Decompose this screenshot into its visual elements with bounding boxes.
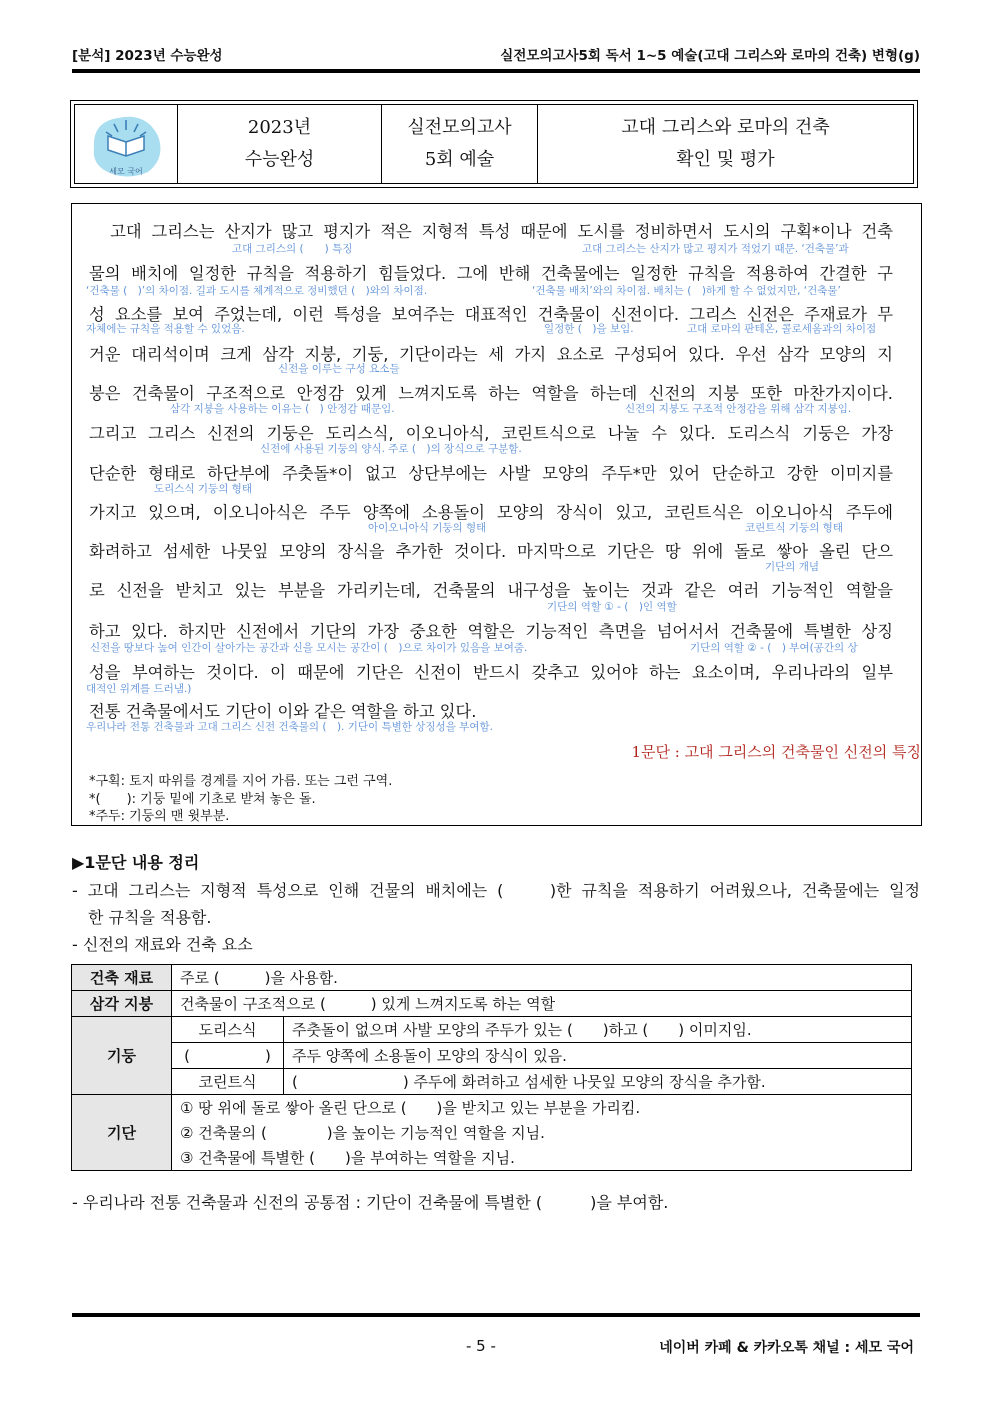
table-row	[72, 991, 912, 1017]
annotation: 기단의 개념	[765, 561, 820, 573]
passage-line: 그리고 그리스 신전의 기둥은 도리스식, 이오니아식, 코린트식으로 나눌 수 있다. 도리스식 기둥은 가장	[89, 424, 893, 443]
page-number: - 5 -	[466, 1337, 496, 1355]
book-logo-icon	[84, 106, 168, 182]
annotation: 신전을 땅보다 높여 인간이 살아가는 공간과 신을 모시는 공간이 ( )으로 차이가 있음을 보여줌.	[90, 642, 528, 654]
title-book: 수능완성	[244, 149, 315, 170]
header-rule	[72, 69, 920, 73]
passage-line: 붕은 건축물이 구조적으로 안정감 있게 느껴지도록 하는 역할을 하는데 신전의 지붕 또한 마찬가지이다.	[89, 384, 893, 403]
ionic-text: 주두 양쪽에 소용돌이 모양의 장식이 있음.	[284, 1043, 912, 1069]
base-label: 기단	[72, 1095, 172, 1171]
doric-label: 도리스식	[172, 1017, 284, 1043]
annotation: 신전의 지붕도 구조적 안정감을 위해 삼각 지붕임.	[625, 403, 852, 415]
passage-line: 가지고 있으며, 이오니아식은 주두 양쪽에 소용돌이 모양의 장식이 있고, 코린트식은 이오니아식 주두에	[89, 503, 893, 522]
annotation: ‘건축물 ( )’의 차이점. 길과 도시를 체계적으로 정비했던 ( )와의 차이점.	[86, 285, 428, 297]
review-bullet: - 신전의 재료와 건축 요소	[72, 935, 253, 954]
doric-text: 주춧돌이 없으며 사발 모양의 주두가 있는 ( )하고 ( ) 이미지임.	[284, 1017, 912, 1043]
passage-line: 단순한 형태로 하단부에 주춧돌*이 없고 상단부에는 사발 모양의 주두*만 있어 단순하고 강한 이미지를	[89, 464, 893, 483]
passage-box	[71, 203, 922, 826]
review-bullet: - 우리나라 전통 건축물과 신전의 공통점 : 기단이 건축물에 특별한 ( )을 부여함.	[72, 1193, 669, 1212]
footnote: *구획: 토지 따위를 경계를 지어 가름. 또는 그런 구역.	[89, 774, 393, 789]
annotation: 자체에는 규칙을 적용할 수 있었음.	[86, 323, 245, 335]
annotation: 일정한 ( )을 보임.	[544, 323, 634, 335]
annotation: 대적인 위계를 드러냄.)	[86, 683, 192, 695]
annotation: 기단의 역할 ① - ( )인 역할	[547, 601, 677, 613]
roof-text: 건축물이 구조적으로 ( ) 있게 느껴지도록 하는 역할	[172, 991, 912, 1017]
annotation: 삼각 지붕을 사용하는 이유는 ( ) 안정감 때문임.	[170, 403, 395, 415]
title-exam: 실전모의고사	[407, 117, 512, 138]
title-cell-exam	[382, 105, 538, 183]
logo-text: 세모 국어	[109, 167, 143, 176]
header-left: [분석] 2023년 수능완성	[72, 48, 223, 64]
title-box	[70, 100, 918, 188]
passage-line: 거운 대리석이며 크게 삼각 지붕, 기둥, 기단이라는 세 가지 요소로 구성되어 있다. 우선 삼각 모양의 지	[89, 345, 893, 364]
corinth-label: 코린트식	[172, 1069, 284, 1095]
annotation: 고대 그리스의 ( ) 특징	[232, 243, 353, 255]
title-cell-topic	[538, 105, 913, 183]
table-row	[72, 1043, 912, 1069]
title-year: 2023년	[247, 117, 312, 138]
passage-line: 성 요소를 보여 주었는데, 이런 특성을 보여주는 대표적인 건축물이 신전이다. 그리스 신전은 주재료가 무	[89, 305, 893, 324]
table-row	[72, 1069, 912, 1095]
passage-line: 하고 있다. 하지만 신전에서 기단의 가장 중요한 역할은 기능적인 측면을 넘어서서 건축물에 특별한 상징	[89, 622, 893, 641]
base-item: ③ 건축물에 특별한 ( )을 부여하는 역할을 지님.	[172, 1145, 912, 1171]
ionic-label: ( )	[172, 1043, 284, 1069]
passage-line: 로 신전을 받치고 있는 부분을 가리키는데, 건축물의 내구성을 높이는 것과 같은 여러 기능적인 역할을	[89, 581, 893, 600]
material-text: 주로 ( )을 사용함.	[172, 965, 912, 991]
annotation: 우리나라 전통 건축물과 고대 그리스 신전 건축물의 ( ). 기단이 특별한 상징성을 부여함.	[86, 721, 493, 733]
base-item: ② 건축물의 ( )을 높이는 기능적인 역할을 지님.	[172, 1120, 912, 1145]
paragraph-summary: 1문단 : 고대 그리스의 건축물인 신전의 특징	[631, 743, 921, 761]
annotation: 아이오니아식 기둥의 형태	[368, 522, 487, 534]
annotation: 고대 그리스는 산지가 많고 평지가 적었기 때문. ‘건축물’과	[582, 243, 849, 255]
footnote: *( ): 기둥 밑에 기초로 받쳐 놓은 돌.	[89, 792, 316, 807]
passage-line: 물의 배치에 일정한 규칙을 적용하기 힘들었다. 그에 반해 건축물에는 일정한 규칙을 적용하여 간결한 구	[89, 264, 893, 283]
column-label: 기둥	[72, 1017, 172, 1095]
annotation: 코린트식 기둥의 형태	[745, 522, 843, 534]
review-bullet: - 고대 그리스는 지형적 특성으로 인해 건물의 배치에는 ( )한 규칙을 적용하기 어려웠으나, 건축물에는 일정	[72, 881, 920, 900]
title-subtitle: 확인 및 평가	[676, 149, 775, 170]
summary-table	[71, 964, 912, 1171]
corinth-text: ( ) 주두에 화려하고 섬세한 나뭇잎 모양의 장식을 추가함.	[284, 1069, 912, 1095]
table-row	[72, 1017, 912, 1043]
review-bullet-cont: 한 규칙을 적용함.	[88, 908, 212, 927]
title-section: 5회 예술	[424, 149, 495, 170]
table-row	[72, 965, 912, 991]
roof-label: 삼각 지붕	[72, 991, 172, 1017]
annotation: 도리스식 기둥의 형태	[154, 483, 252, 495]
passage-line: 고대 그리스는 산지가 많고 평지가 적은 지형적 특성 때문에 도시를 정비하면서 도시의 구획*이나 건축	[89, 222, 893, 241]
passage-line: 전통 건축물에서도 기단이 이와 같은 역할을 하고 있다.	[89, 702, 477, 721]
table-row	[72, 1095, 912, 1121]
passage-line: 성을 부여하는 것이다. 이 때문에 기단은 신전이 반드시 갖추고 있어야 하는 요소이며, 우리나라의 일부	[89, 663, 893, 682]
annotation: ‘건축물 배치’와의 차이점. 배치는 ( )하게 할 수 없었지만, ‘건축물’	[532, 285, 841, 297]
page-header	[72, 44, 920, 66]
base-item: ① 땅 위에 돌로 쌓아 올린 단으로 ( )을 받치고 있는 부분을 가리킴.	[172, 1095, 912, 1121]
header-right: 실전모의고사5회 독서 1~5 예술(고대 그리스와 로마의 건축) 변형(g)	[500, 48, 920, 64]
table-row	[72, 1145, 912, 1171]
annotation: 기단의 역할 ② - ( ) 부여(공간의 상	[690, 642, 858, 654]
annotation: 신전에 사용된 기둥의 양식. 주로 ( )의 장식으로 구분함.	[260, 443, 522, 455]
title-cell-year	[178, 105, 382, 183]
passage-line: 화려하고 섬세한 나뭇잎 모양의 장식을 추가한 것이다. 마지막으로 기단은 땅 위에 돌로 쌓아 올린 단으	[89, 542, 893, 561]
footer-right: 네이버 카페 & 카카오톡 채널 : 세모 국어	[659, 1340, 914, 1356]
title-topic: 고대 그리스와 로마의 건축	[621, 117, 830, 138]
footer-rule	[72, 1313, 920, 1317]
footnote: *주두: 기둥의 맨 윗부분.	[89, 809, 230, 824]
annotation: 신전을 이루는 구성 요소들	[278, 363, 400, 375]
logo	[75, 105, 178, 183]
material-label: 건축 재료	[72, 965, 172, 991]
table-row	[72, 1120, 912, 1145]
review-title: ▶1문단 내용 정리	[72, 853, 200, 872]
annotation: 고대 로마의 판테온, 콜로세움과의 차이점	[687, 323, 877, 335]
